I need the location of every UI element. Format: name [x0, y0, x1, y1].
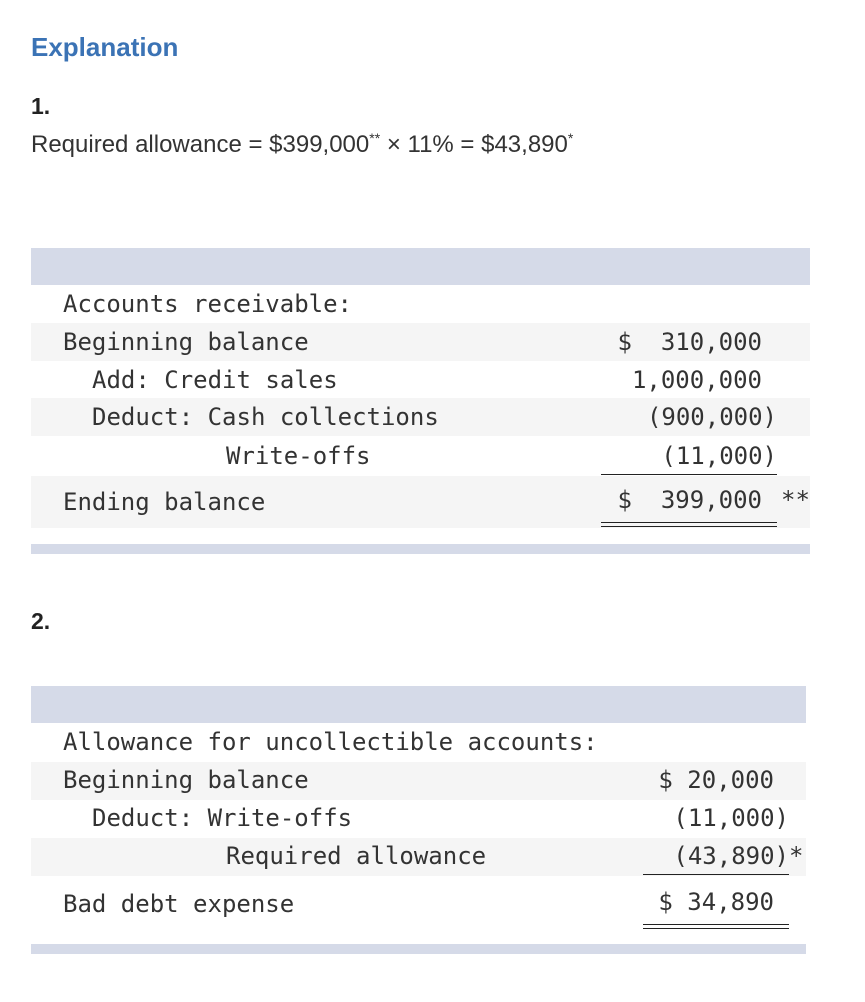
subtotal-underline — [601, 474, 777, 475]
total-double-underline-bottom — [643, 928, 789, 929]
row-value-write-offs: (11,000) — [661, 442, 777, 470]
subtotal-underline — [643, 874, 789, 875]
row-label-bad-debt-expense: Bad debt expense — [63, 890, 295, 918]
row-value-credit-sales: 1,000,000 — [631, 366, 762, 394]
total-double-underline-bottom — [601, 526, 777, 527]
row-label-required-allowance: Required allowance — [226, 842, 487, 870]
formula-mark-asterisk: * — [567, 130, 574, 146]
formula-prefix: Required allowance = $399,000 — [31, 131, 370, 158]
row-label-beginning-balance: Beginning balance — [63, 766, 309, 794]
total-double-underline-top — [643, 924, 789, 925]
table-header-band — [31, 686, 806, 723]
table-header-band — [31, 248, 810, 285]
row-value-required-allowance: (43,890) — [673, 842, 789, 870]
required-allowance-formula — [31, 130, 573, 159]
row-value-cash-collections: (900,000) — [646, 403, 777, 431]
row-label-write-offs: Deduct: Write-offs — [92, 804, 353, 832]
formula-middle: × 11% = $43,890 — [380, 131, 568, 158]
row-label-cash-collections: Deduct: Cash collections — [92, 403, 439, 431]
total-double-underline-top — [601, 522, 777, 523]
explanation-heading: Explanation — [31, 32, 179, 62]
row-label-ending-balance: Ending balance — [63, 488, 266, 516]
section-label-accounts-receivable: Accounts receivable: — [63, 290, 352, 318]
row-value-bad-debt-expense: $ 34,890 — [658, 888, 774, 916]
row-value-beginning-balance: $ 20,000 — [658, 766, 774, 794]
table-footer-band — [31, 944, 806, 954]
row-value-beginning-balance: $ 310,000 — [617, 328, 762, 356]
row-label-write-offs: Write-offs — [226, 442, 371, 470]
formula-mark-double-asterisk: ** — [369, 130, 381, 146]
row-value-write-offs: (11,000) — [673, 804, 789, 832]
row-label-beginning-balance: Beginning balance — [63, 328, 309, 356]
table-footer-band — [31, 544, 810, 554]
row-value-ending-balance: $ 399,000 — [617, 486, 762, 514]
part-1-number: 1. — [31, 93, 51, 119]
row-label-credit-sales: Add: Credit sales — [92, 366, 338, 394]
section-label-allowance: Allowance for uncollectible accounts: — [63, 728, 598, 756]
part-2-number: 2. — [31, 608, 51, 634]
row-note-ending-balance: ** — [781, 486, 810, 514]
row-note-required-allowance: * — [789, 842, 804, 870]
